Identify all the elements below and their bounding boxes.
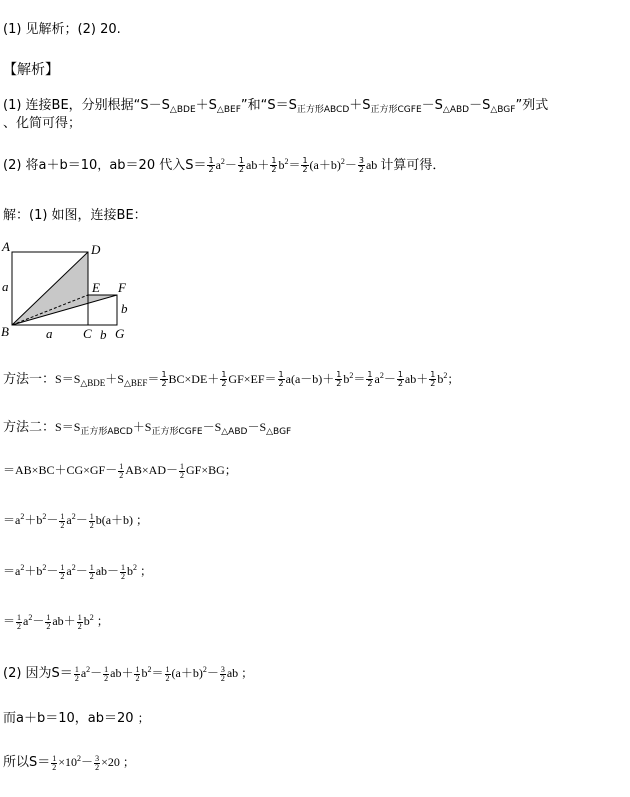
fraction: $\frac{1}{2}$ bbox=[180, 461, 185, 480]
step-2: $=a^2+b^2-$ $\frac{1}{2}$ $a^2-$ $\frac{1}{2}$ b(a＋b) ； bbox=[3, 511, 149, 530]
method2-label: 方法二： bbox=[3, 420, 56, 435]
fraction: $\frac{1}{2}$ bbox=[89, 511, 94, 530]
fraction: $\frac{3}{2}$ bbox=[95, 753, 100, 772]
fraction: $\frac{1}{2}$ bbox=[271, 156, 277, 174]
step-1: ＝AB×BC＋CG×GF－ $\frac{1}{2}$ AB×AD－ $\frac{1}{2}$ GF×BG； bbox=[3, 461, 237, 480]
end-glyph: ； bbox=[224, 463, 237, 477]
box-glyph: ， bbox=[97, 158, 110, 172]
method-two-line: 方法二：$S=S_{正方形ABCD}+S_{正方形CGFE}-S_{\triangle ABD}-S_{\triangle BGF}$ bbox=[3, 420, 292, 437]
fraction: $\frac{1}{2}$ bbox=[336, 370, 342, 388]
analysis1-minus1: －S bbox=[421, 98, 443, 113]
analysis2-mid: ab＝20 代入S＝ bbox=[109, 158, 207, 173]
sub-cgfe: 正方形CGFE bbox=[370, 105, 422, 115]
analysis-line-1 bbox=[3, 98, 548, 114]
fraction: $\frac{3}{2}$ bbox=[358, 156, 364, 174]
fraction: $\frac{1}{2}$ bbox=[60, 562, 65, 581]
end-glyph: ； bbox=[140, 564, 153, 578]
fraction: $\frac{1}{2}$ bbox=[367, 370, 373, 388]
label-b-side: b bbox=[121, 301, 128, 316]
analysis-line-2: 、化简可得； bbox=[3, 116, 82, 131]
fraction: $\frac{1}{2}$ bbox=[302, 156, 308, 174]
method-one-line: 方法一：$S=S_{\triangle BDE}+S_{\triangle BEF}=$ $\frac{1}{2}$ BC×DE＋ $\frac{1}{2}$ GF×EF＝ $\frac{1}{2}$ a(a－b)＋ $\frac{1}{2}$ $b^2=$ $\frac{1}{2}$ $a^2-$ $\frac{1}{2}$ ab＋ $\frac{1}{2}$ $b^2$； bbox=[3, 370, 460, 388]
part2-given: 而a＋b＝10，ab＝20 ； bbox=[3, 711, 150, 726]
label-a-vertex: A bbox=[2, 240, 10, 254]
end-glyph: ； bbox=[137, 711, 150, 725]
analysis1-prefix: (1) 连接BE，分别根据“S－S bbox=[3, 98, 170, 113]
sub-bgf: △BGF bbox=[490, 105, 516, 115]
analysis2-suffix: 计算可得． bbox=[380, 158, 446, 173]
part2-so: 所以S＝ $\frac{1}{2}$ $\times 10^2-$ $\frac{3}{2}$ ×20 ； bbox=[3, 753, 135, 772]
label-c-vertex: C bbox=[83, 326, 92, 341]
end-glyph: ； bbox=[447, 372, 460, 386]
sub-bde: △BDE bbox=[169, 105, 196, 115]
geometry-figure bbox=[0, 240, 140, 345]
sub-abcd: 正方形ABCD bbox=[296, 105, 350, 115]
label-g-vertex: G bbox=[115, 326, 125, 341]
part2-because: (2) 因为S＝ $\frac{1}{2}$ $a^2-$ $\frac{1}{2}$ ab＋ $\frac{1}{2}$ $b^2=$ $\frac{1}{2}$ $(a+b)^2-$ $\frac{3}{2}$ ab ； bbox=[3, 664, 254, 683]
sub-bef: △BEF bbox=[216, 105, 241, 115]
analysis1-suffix: ”列式 bbox=[515, 98, 549, 113]
fraction: $\frac{1}{2}$ bbox=[165, 664, 170, 683]
fraction: $\frac{1}{2}$ bbox=[17, 612, 22, 631]
fraction: $\frac{1}{2}$ bbox=[89, 562, 94, 581]
fraction: $\frac{1}{2}$ bbox=[161, 370, 167, 388]
step-4: ＝ $\frac{1}{2}$ $a^2-$ $\frac{1}{2}$ ab＋ $\frac{1}{2}$ $b^2$ ； bbox=[3, 612, 109, 631]
fraction: $\frac{1}{2}$ bbox=[430, 370, 436, 388]
analysis1-plus: ＋S bbox=[195, 98, 217, 113]
fraction: $\frac{3}{2}$ bbox=[220, 664, 225, 683]
end-glyph: ； bbox=[122, 755, 135, 769]
step-3: $=a^2+b^2-$ $\frac{1}{2}$ $a^2-$ $\frac{1}{2}$ ab－ $\frac{1}{2}$ $b^2$ ； bbox=[3, 562, 153, 581]
answer-line: (1) 见解析；(2) 20. bbox=[3, 22, 121, 37]
fraction: $\frac{1}{2}$ bbox=[278, 370, 284, 388]
fraction: $\frac{1}{2}$ bbox=[208, 156, 214, 174]
label-f-vertex: F bbox=[118, 280, 126, 295]
label-d-vertex: D bbox=[91, 242, 101, 257]
fraction: $\frac{1}{2}$ bbox=[104, 664, 109, 683]
analysis1-minus2: －S bbox=[469, 98, 491, 113]
label-b-vertex: B bbox=[1, 324, 9, 339]
fraction: $\frac{1}{2}$ bbox=[135, 664, 140, 683]
fraction: $\frac{1}{2}$ bbox=[397, 370, 403, 388]
end-glyph: ； bbox=[241, 666, 254, 680]
end-glyph: ； bbox=[96, 614, 109, 628]
fraction: $\frac{1}{2}$ bbox=[77, 612, 82, 631]
method1-label: 方法一： bbox=[3, 372, 56, 387]
analysis2-prefix: (2) 将a＋b＝10 bbox=[3, 158, 98, 173]
analysis-line-3: (2) 将a＋b＝10，ab＝20 代入S＝ $\frac{1}{2}$ $a^2-$ $\frac{1}{2}$ ab＋ $\frac{1}{2}$ $b^2=$ $\frac{1}{2}$ $(a+b)^2-$ $\frac{3}{2}$ ab 计算可得． bbox=[3, 156, 446, 174]
label-a-bottom: a bbox=[46, 326, 53, 341]
fraction: $\frac{1}{2}$ bbox=[121, 562, 126, 581]
label-a-side: a bbox=[2, 279, 9, 294]
label-e-vertex: E bbox=[92, 280, 100, 295]
fraction: $\frac{1}{2}$ bbox=[238, 156, 245, 174]
label-b-bottom: b bbox=[100, 327, 107, 342]
analysis-header: 【解析】 bbox=[3, 62, 59, 78]
solution-intro: 解：(1) 如图，连接BE： bbox=[3, 208, 147, 223]
fraction: $\frac{1}{2}$ bbox=[52, 753, 57, 772]
analysis1-mid: ”和“S＝S bbox=[240, 98, 297, 113]
fraction: $\frac{1}{2}$ bbox=[60, 511, 65, 530]
fraction: $\frac{1}{2}$ bbox=[119, 461, 124, 480]
fraction: $\frac{1}{2}$ bbox=[46, 612, 51, 631]
fraction: $\frac{1}{2}$ bbox=[221, 370, 227, 388]
fraction: $\frac{1}{2}$ bbox=[74, 664, 79, 683]
end-glyph: ； bbox=[136, 513, 149, 527]
sub-abd: △ABD bbox=[442, 105, 470, 115]
analysis1-plus2: ＋S bbox=[349, 98, 371, 113]
